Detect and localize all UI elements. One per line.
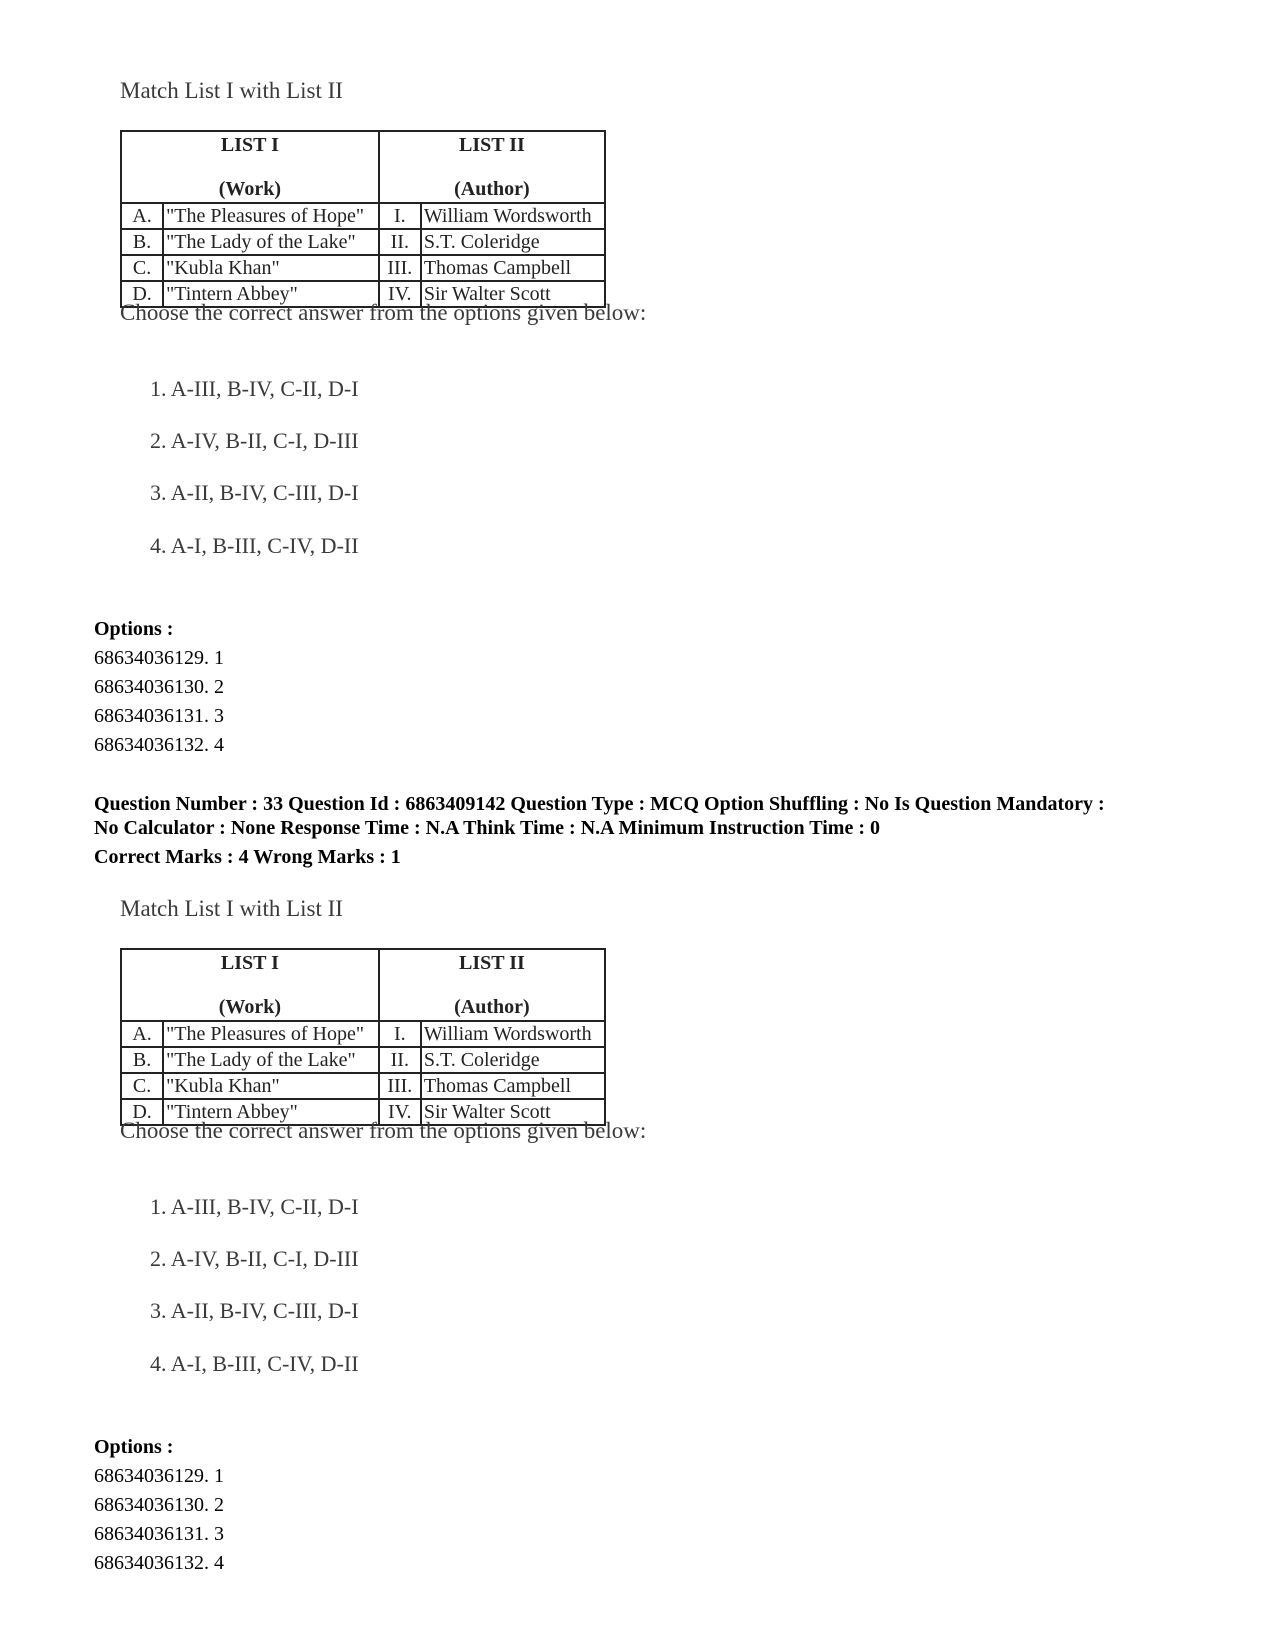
table-header-row [121,949,605,1021]
list1-work: "Tintern Abbey" [163,281,379,307]
choose-instruction: Choose the correct answer from the options given below: [120,300,647,325]
option-line: 68634036131. 3 [94,1523,224,1545]
table-row [121,1021,605,1047]
options-label: Options : [94,618,174,640]
list2-author: Thomas Campbell [421,255,605,281]
list2-author: S.T. Coleridge [421,1047,605,1073]
option-line: 68634036130. 2 [94,1494,224,1516]
list1-key: A. [121,203,163,229]
list1-header: LIST I [220,952,279,974]
table-header-row [121,131,605,203]
answer-choice-3: 3. A-II, B-IV, C-III, D-I [150,1298,359,1323]
list1-work: "Tintern Abbey" [163,1099,379,1125]
table-row [121,203,605,229]
options-label: Options : [94,1436,174,1458]
match-table [120,130,606,308]
match-table [120,948,606,1126]
list1-header-cell [121,949,379,1021]
list2-key: I. [379,203,421,229]
list2-author: S.T. Coleridge [421,229,605,255]
table-row [121,255,605,281]
list2-key: II. [379,1047,421,1073]
list2-subheader: (Author) [454,178,530,200]
list1-subheader: (Work) [218,178,281,200]
question-title: Match List I with List II [120,896,343,921]
list1-work: "Kubla Khan" [163,1073,379,1099]
list2-key: III. [379,255,421,281]
list1-work: "The Lady of the Lake" [163,229,379,255]
answer-choice-2: 2. A-IV, B-II, C-I, D-III [150,428,359,453]
list1-key: D. [121,281,163,307]
table-row [121,1047,605,1073]
list2-key: II. [379,229,421,255]
list1-key: C. [121,255,163,281]
list1-work: "The Pleasures of Hope" [163,1021,379,1047]
answer-choice-4: 4. A-I, B-III, C-IV, D-II [150,533,359,558]
answer-choice-2: 2. A-IV, B-II, C-I, D-III [150,1246,359,1271]
list1-subheader: (Work) [218,996,281,1018]
list1-key: C. [121,1073,163,1099]
choose-instruction: Choose the correct answer from the options given below: [120,1118,647,1143]
table-row [121,229,605,255]
list1-key: A. [121,1021,163,1047]
list2-key: IV. [379,281,421,307]
list2-author: Thomas Campbell [421,1073,605,1099]
list1-header: LIST I [220,134,279,156]
list2-author: Sir Walter Scott [421,1099,605,1125]
table-row [121,1073,605,1099]
list1-header-cell [121,131,379,203]
answer-choice-3: 3. A-II, B-IV, C-III, D-I [150,480,359,505]
list2-author: William Wordsworth [421,203,605,229]
list1-work: "The Lady of the Lake" [163,1047,379,1073]
list2-key: III. [379,1073,421,1099]
question-meta-line-1: Question Number : 33 Question Id : 6863409142 Question Type : MCQ Option Shuffling : No Is Question Mandatory : [94,793,1105,815]
list2-header: LIST II [458,952,525,974]
answer-choice-1: 1. A-III, B-IV, C-II, D-I [150,376,359,401]
list1-work: "The Pleasures of Hope" [163,203,379,229]
list1-work: "Kubla Khan" [163,255,379,281]
option-line: 68634036129. 1 [94,1465,224,1487]
list2-key: I. [379,1021,421,1047]
option-line: 68634036130. 2 [94,676,224,698]
list2-header-cell [379,949,605,1021]
list2-subheader: (Author) [454,996,530,1018]
list2-key: IV. [379,1099,421,1125]
option-line: 68634036129. 1 [94,647,224,669]
question-marks: Correct Marks : 4 Wrong Marks : 1 [94,846,401,868]
list2-header: LIST II [458,134,525,156]
list1-key: D. [121,1099,163,1125]
list1-key: B. [121,1047,163,1073]
list1-key: B. [121,229,163,255]
question-title: Match List I with List II [120,78,343,103]
option-line: 68634036131. 3 [94,705,224,727]
question-meta-line-2: No Calculator : None Response Time : N.A Think Time : N.A Minimum Instruction Time : 0 [94,817,880,839]
list2-header-cell [379,131,605,203]
option-line: 68634036132. 4 [94,734,224,756]
list2-author: Sir Walter Scott [421,281,605,307]
list2-author: William Wordsworth [421,1021,605,1047]
answer-choice-1: 1. A-III, B-IV, C-II, D-I [150,1194,359,1219]
option-line: 68634036132. 4 [94,1552,224,1574]
answer-choice-4: 4. A-I, B-III, C-IV, D-II [150,1351,359,1376]
